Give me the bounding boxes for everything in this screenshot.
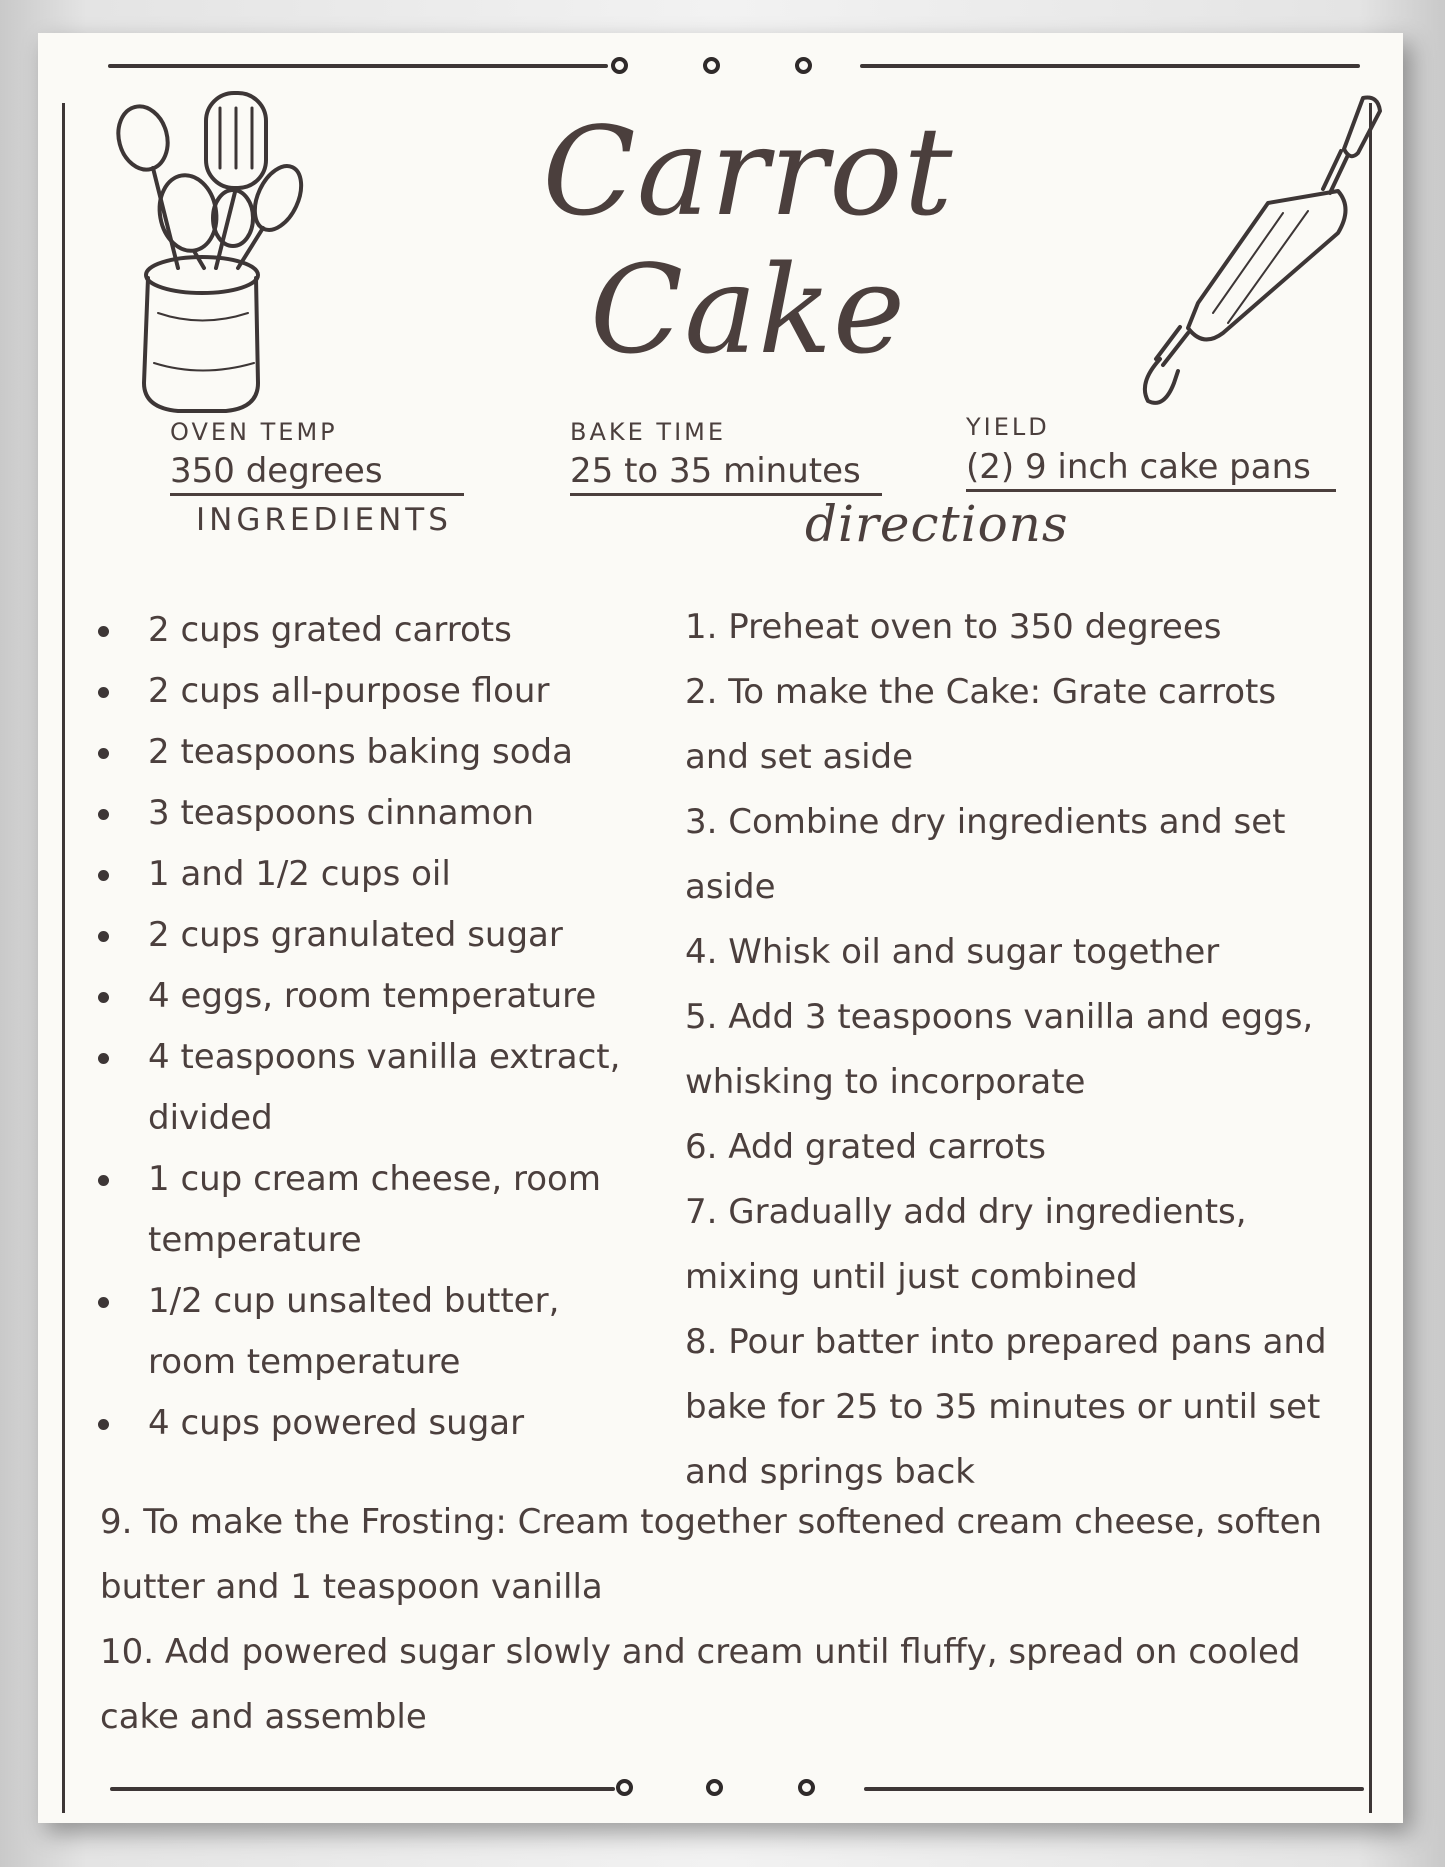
title-line-2: Cake	[589, 239, 907, 381]
ring-icon	[611, 57, 628, 74]
ring-icon	[703, 57, 720, 74]
ingredient-item: 1 and 1/2 cups oil	[90, 844, 655, 905]
ingredient-item: 3 teaspoons cinnamon	[90, 783, 655, 844]
directions-list	[685, 595, 1345, 1505]
direction-step: 2. To make the Cake: Grate carrots and set aside	[685, 672, 1277, 777]
direction-step: 1. Preheat oven to 350 degrees	[685, 607, 1222, 647]
direction-step: 8. Pour batter into prepared pans and bake for 25 to 35 minutes or until set and springs back	[685, 1322, 1327, 1492]
bake-time-value: 25 to 35 minutes	[570, 451, 882, 496]
ingredient-item: 2 cups all-purpose flour	[90, 661, 655, 722]
ingredient-item: 4 teaspoons vanilla extract, divided	[90, 1027, 655, 1149]
directions-continued	[100, 1490, 1360, 1750]
ring-icon	[798, 1779, 815, 1796]
direction-step: 4. Whisk oil and sugar together	[685, 932, 1220, 972]
left-border-line	[62, 103, 65, 1813]
ring-icon	[616, 1779, 633, 1796]
ingredient-item: 4 cups powered sugar	[90, 1393, 655, 1454]
oven-temp-label: OVEN TEMP	[170, 418, 338, 446]
ring-icon	[795, 57, 812, 74]
top-rule-right	[860, 64, 1360, 68]
ingredients-list	[90, 600, 655, 1454]
ring-icon	[706, 1779, 723, 1796]
rolling-pin-icon	[1108, 83, 1398, 423]
ingredient-item: 2 cups granulated sugar	[90, 905, 655, 966]
ingredient-item: 2 teaspoons baking soda	[90, 722, 655, 783]
direction-step: 3. Combine dry ingredients and set aside	[685, 802, 1286, 907]
recipe-title	[518, 103, 978, 379]
top-rule-left	[108, 64, 608, 68]
direction-step: 10. Add powered sugar slowly and cream until fluffy, spread on cooled cake and assemble	[100, 1632, 1301, 1737]
bake-time-label: BAKE TIME	[570, 418, 727, 446]
direction-step: 5. Add 3 teaspoons vanilla and eggs, whisking to incorporate	[685, 997, 1314, 1102]
utensil-crock-icon	[108, 83, 308, 423]
bottom-rule-right	[864, 1787, 1364, 1791]
ingredient-item: 1/2 cup unsalted butter, room temperature	[90, 1271, 655, 1393]
yield-label: YIELD	[966, 413, 1050, 441]
direction-step: 6. Add grated carrots	[685, 1127, 1046, 1167]
ingredient-item: 4 eggs, room temperature	[90, 966, 655, 1027]
direction-step: 7. Gradually add dry ingredients, mixing until just combined	[685, 1192, 1247, 1297]
title-line-1: Carrot	[542, 101, 954, 243]
directions-heading: directions	[805, 495, 1069, 553]
direction-step: 9. To make the Frosting: Cream together softened cream cheese, soften butter and 1 teaspoon vanilla	[100, 1502, 1323, 1607]
yield-value: (2) 9 inch cake pans	[966, 447, 1336, 492]
oven-temp-value: 350 degrees	[170, 451, 464, 496]
bottom-rule-left	[110, 1787, 615, 1791]
ingredient-item: 2 cups grated carrots	[90, 600, 655, 661]
ingredient-item: 1 cup cream cheese, room temperature	[90, 1149, 655, 1271]
ingredients-heading: INGREDIENTS	[196, 502, 452, 538]
